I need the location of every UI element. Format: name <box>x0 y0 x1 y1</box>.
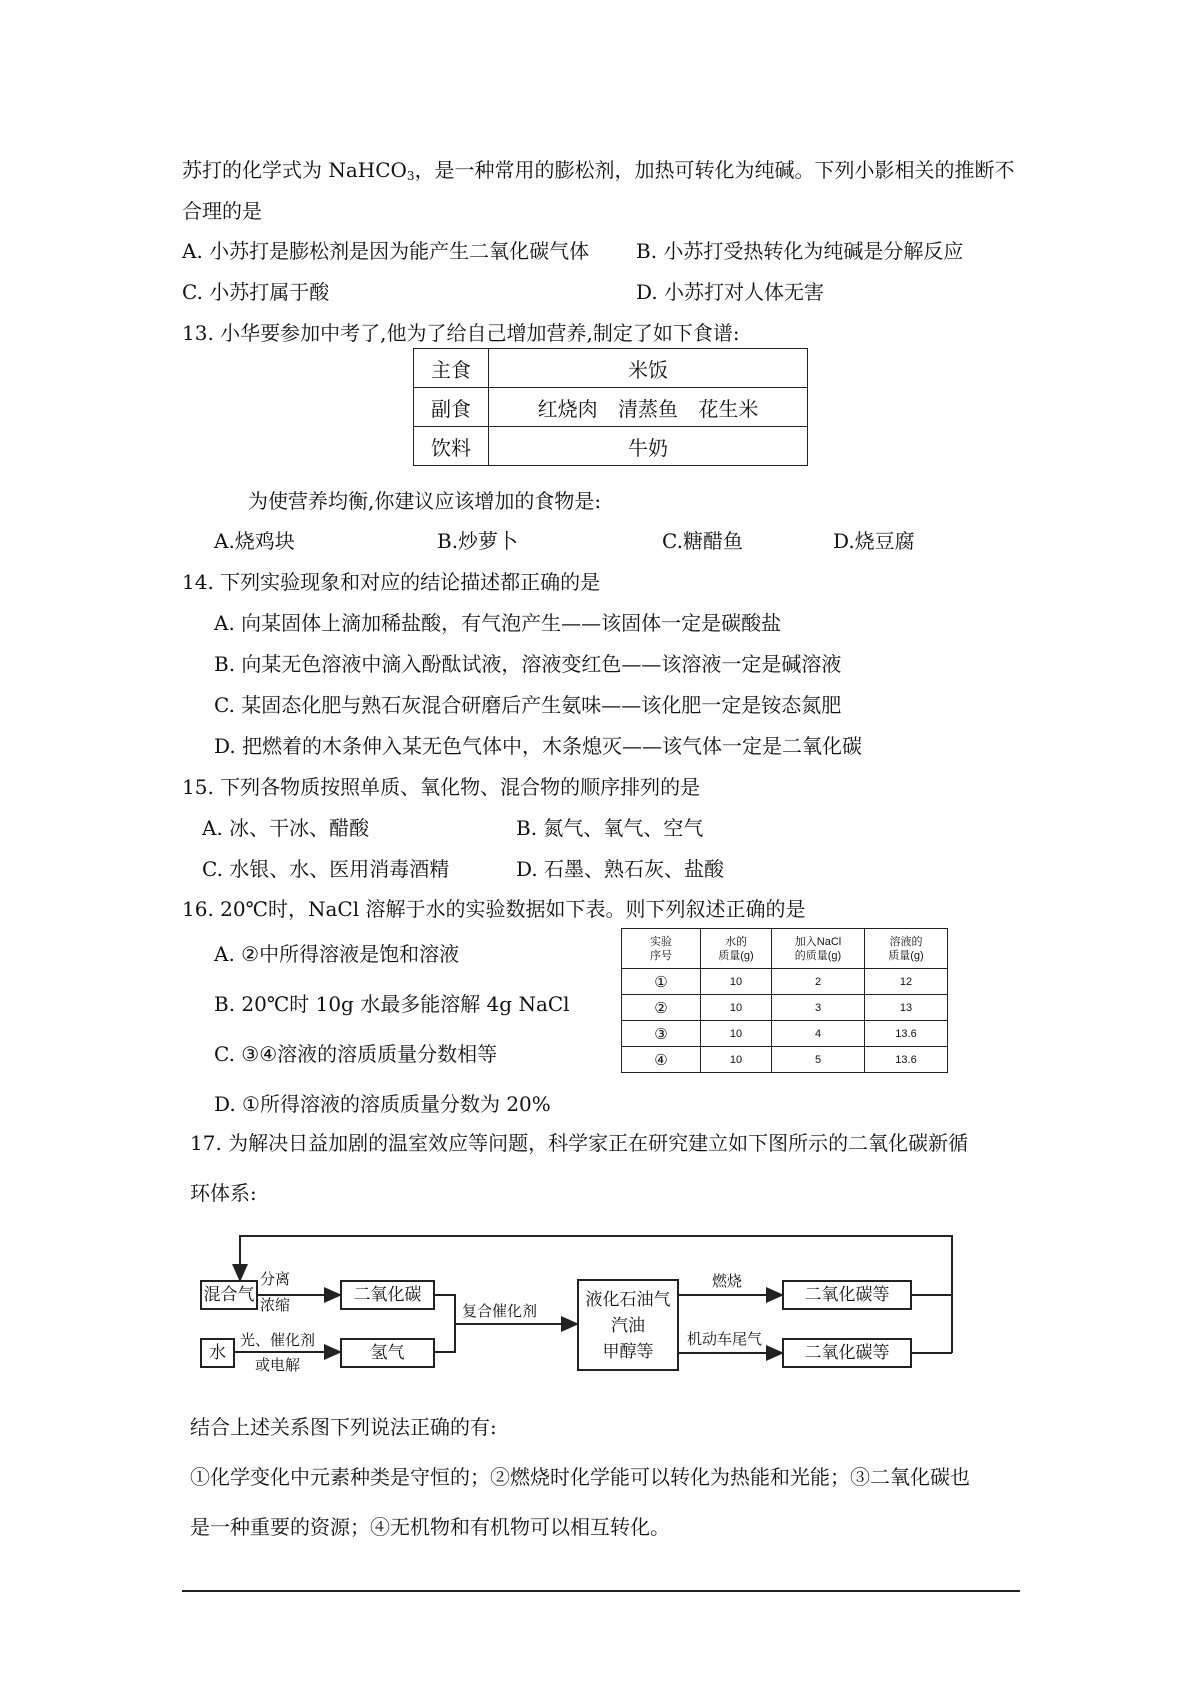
table-header: 水的 质量(g) <box>701 929 772 969</box>
table-cell: ① <box>622 969 701 995</box>
q12-stem-line2: 合理的是 <box>182 199 262 223</box>
table-cell: 13 <box>865 995 948 1021</box>
q17-prompt: 结合上述关系图下列说法正确的有: <box>190 1415 497 1439</box>
q12-option-b: B. 小苏打受热转化为纯碱是分解反应 <box>636 239 964 263</box>
hydrogen-box: 氢气 <box>340 1338 435 1368</box>
table-cell: 10 <box>701 995 772 1021</box>
q17-stem-line2: 环体系: <box>190 1181 257 1205</box>
diet-key: 主食 <box>414 349 489 388</box>
q16-stem: 16. 20℃时，NaCl 溶解于水的实验数据如下表。则下列叙述正确的是 <box>182 897 806 921</box>
co2-box: 二氧化碳 <box>340 1280 435 1310</box>
table-cell: ④ <box>622 1047 701 1073</box>
table-cell: 13.6 <box>865 1047 948 1073</box>
diet-value: 米饭 <box>489 349 808 388</box>
q16-option-d: D. ①所得溶液的溶质质量分数为 20% <box>214 1092 551 1116</box>
burn-label: 燃烧 <box>712 1272 743 1290</box>
q14-option-c: C. 某固态化肥与熟石灰混合研磨后产生氨味——该化肥一定是铵态氮肥 <box>214 693 842 717</box>
diet-value: 红烧肉 清蒸鱼 花生米 <box>489 388 808 427</box>
q15-option-b: B. 氮气、氧气、空气 <box>516 816 704 840</box>
q13-prompt: 为使营养均衡,你建议应该增加的食物是: <box>248 489 602 513</box>
mixed-gas-box: 混合气 <box>200 1280 258 1310</box>
q15-option-a: A. 冰、干冰、醋酸 <box>202 816 370 840</box>
q13-option-d: D.烧豆腐 <box>833 529 915 553</box>
table-cell: 2 <box>772 969 865 995</box>
table-cell: 5 <box>772 1047 865 1073</box>
table-row <box>622 1021 948 1047</box>
gasoline-text: 汽油 <box>611 1316 645 1336</box>
lpg-text: 液化石油气 <box>585 1290 671 1310</box>
q16-option-a: A. ②中所得溶液是饱和溶液 <box>214 942 460 966</box>
q14-option-a: A. 向某固体上滴加稀盐酸，有气泡产生——该固体一定是碳酸盐 <box>214 611 782 635</box>
q12-stem-line1: 苏打的化学式为 NaHCO$_3$，是一种常用的膨松剂，加热可转化为纯碱。下列小影相关的推断不 <box>182 158 1015 183</box>
table-cell: 3 <box>772 995 865 1021</box>
table-cell: ② <box>622 995 701 1021</box>
q13-option-a: A.烧鸡块 <box>214 529 295 553</box>
table-cell: 10 <box>701 1021 772 1047</box>
exhaust-label: 机动车尾气 <box>687 1330 763 1348</box>
table-cell: 10 <box>701 1047 772 1073</box>
q14-stem: 14. 下列实验现象和对应的结论描述都正确的是 <box>182 570 601 594</box>
electrolysis-label: 或电解 <box>255 1356 301 1374</box>
diet-key: 饮料 <box>414 427 489 466</box>
table-header: 实验 序号 <box>622 929 701 969</box>
table-header: 溶液的 质量(g) <box>865 929 948 969</box>
water-box: 水 <box>200 1338 235 1368</box>
light-catalyst-label: 光、催化剂 <box>240 1331 316 1349</box>
methanol-text: 甲醇等 <box>602 1342 654 1362</box>
diet-value: 牛奶 <box>489 427 808 466</box>
composite-catalyst-label: 复合催化剂 <box>462 1302 538 1320</box>
table-row <box>414 427 808 466</box>
q13-stem: 13. 小华要参加中考了,他为了给自己增加营养,制定了如下食谱: <box>182 321 740 345</box>
page-bottom-rule <box>182 1590 1020 1592</box>
table-row <box>622 969 948 995</box>
q12-option-c: C. 小苏打属于酸 <box>182 280 330 304</box>
separate-label: 分离 <box>260 1270 291 1288</box>
q15-option-d: D. 石墨、熟石灰、盐酸 <box>516 857 725 881</box>
q14-option-b: B. 向某无色溶液中滴入酚酞试液，溶液变红色——该溶液一定是碱溶液 <box>214 652 842 676</box>
table-cell: 13.6 <box>865 1021 948 1047</box>
table-row <box>622 995 948 1021</box>
q13-option-c: C.糖醋鱼 <box>662 529 743 553</box>
co2-etc-box-bottom: 二氧化碳等 <box>782 1338 912 1368</box>
q12-option-d: D. 小苏打对人体无害 <box>636 280 825 304</box>
nacl-table <box>621 928 948 1073</box>
table-row <box>414 388 808 427</box>
q16-option-b: B. 20℃时 10g 水最多能溶解 4g NaCl <box>214 992 570 1016</box>
table-cell: 12 <box>865 969 948 995</box>
table-header: 加入NaCl 的质量(g) <box>772 929 865 969</box>
q12-option-a: A. 小苏打是膨松剂是因为能产生二氧化碳气体 <box>182 239 590 263</box>
q17-statements-line1: ①化学变化中元素种类是守恒的；②燃烧时化学能可以转化为热能和光能；③二氧化碳也 <box>190 1465 970 1489</box>
co2-etc-box-top: 二氧化碳等 <box>782 1280 912 1310</box>
table-cell: 4 <box>772 1021 865 1047</box>
q14-option-d: D. 把燃着的木条伸入某无色气体中，木条熄灭——该气体一定是二氧化碳 <box>214 734 863 758</box>
concentrate-label: 浓缩 <box>260 1296 291 1314</box>
q16-option-c: C. ③④溶液的溶质质量分数相等 <box>214 1042 498 1066</box>
table-row <box>622 1047 948 1073</box>
q15-stem: 15. 下列各物质按照单质、氧化物、混合物的顺序排列的是 <box>182 775 701 799</box>
q15-option-c: C. 水银、水、医用消毒酒精 <box>202 857 450 881</box>
table-cell: 10 <box>701 969 772 995</box>
q13-option-b: B.炒萝卜 <box>437 529 519 553</box>
table-header-row <box>622 929 948 969</box>
table-row <box>414 349 808 388</box>
q17-statements-line2: 是一种重要的资源；④无机物和有机物可以相互转化。 <box>190 1515 670 1539</box>
diet-table <box>413 348 808 466</box>
diet-key: 副食 <box>414 388 489 427</box>
fuel-box <box>577 1279 679 1371</box>
co2-cycle-diagram <box>200 1232 960 1382</box>
q17-stem-line1: 17. 为解决日益加剧的温室效应等问题，科学家正在研究建立如下图所示的二氧化碳新循 <box>190 1131 969 1155</box>
table-cell: ③ <box>622 1021 701 1047</box>
